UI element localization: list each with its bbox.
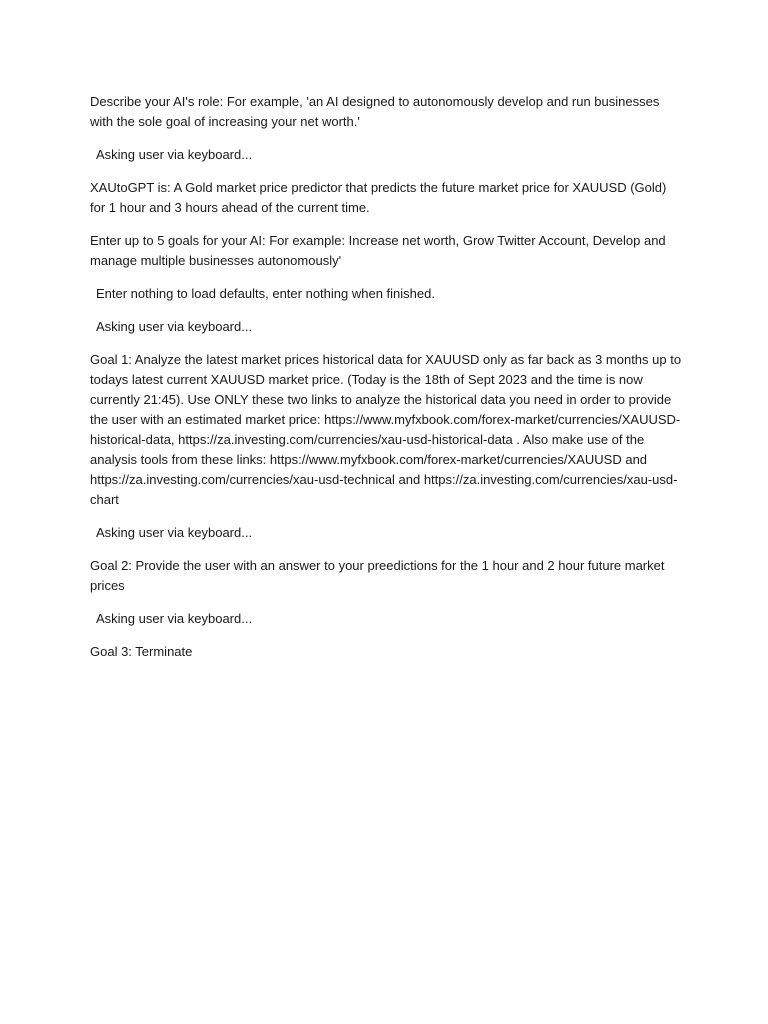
paragraph-goal-3: Goal 3: Terminate	[90, 644, 193, 659]
paragraph-defaults-hint: Enter nothing to load defaults, enter nothing when finished.	[96, 286, 435, 301]
paragraph-role-prompt: Describe your AI's role: For example, 'an AI designed to autonomously develop and run businesses with the sole goal of increasing your net worth.'	[90, 94, 660, 129]
paragraph-asking-user-1: Asking user via keyboard...	[96, 147, 253, 162]
document-body	[90, 92, 682, 675]
paragraph-asking-user-3: Asking user via keyboard...	[96, 525, 253, 540]
paragraph-goals-prompt: Enter up to 5 goals for your AI: For example: Increase net worth, Grow Twitter Account, Develop and manage multiple businesses autonomously'	[90, 233, 666, 268]
paragraph-asking-user-2: Asking user via keyboard...	[96, 319, 253, 334]
paragraph-goal-2: Goal 2: Provide the user with an answer to your preedictions for the 1 hour and 2 hour future market prices	[90, 558, 665, 593]
paragraph-asking-user-4: Asking user via keyboard...	[96, 611, 253, 626]
paragraph-goal-1: Goal 1: Analyze the latest market prices historical data for XAUUSD only as far back as 3 months up to todays latest current XAUUSD market price. (Today is the 18th of Sept 2023 and the time is now currently 21:45). Use ONLY these two links to analyze the historical data you need in order to provide the user with an estimated market price: https://www.myfxbook.com/forex-market/currencies/XAUUSD-historical-data, https://za.investing.com/currencies/xau-usd-historical-data . Also make use of the analysis tools from these links: https://www.myfxbook.com/forex-market/currencies/XAUUSD and https://za.investing.com/currencies/xau-usd-technical and https://za.investing.com/currencies/xau-usd-chart	[90, 352, 682, 507]
paragraph-ai-description: XAUtoGPT is: A Gold market price predictor that predicts the future market price for XAUUSD (Gold) for 1 hour and 3 hours ahead of the current time.	[90, 180, 667, 215]
